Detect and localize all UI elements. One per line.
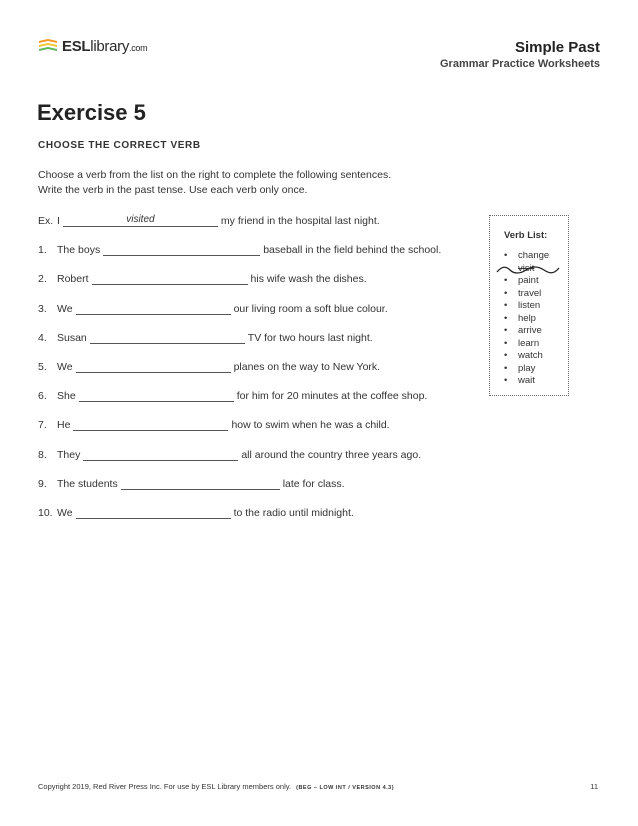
verb-item-travel <box>504 288 549 301</box>
document-title: Simple Past <box>514 39 600 56</box>
sentence-subject: Susan <box>57 331 87 344</box>
sentence-1 <box>38 243 441 256</box>
verb-item-paint <box>504 275 549 288</box>
sentence-number: 4. <box>38 331 47 344</box>
sentence-4 <box>38 331 373 344</box>
sentence-6 <box>38 389 427 402</box>
sentence-subject: The students <box>57 477 118 490</box>
sentence-number: Ex. <box>38 215 54 227</box>
sentence-7 <box>38 418 390 431</box>
verb-list-title: Verb List: <box>504 230 548 241</box>
sentence-subject: She <box>57 390 76 403</box>
section-heading: CHOOSE THE CORRECT VERB <box>38 140 201 151</box>
sentence-predicate: to the radio until midnight. <box>233 507 354 519</box>
sentence-number: 7. <box>38 419 47 432</box>
verb-label: listen <box>518 300 541 311</box>
answer-blank[interactable] <box>73 418 228 431</box>
version-label: (BEG – LOW INT / VERSION 4.3) <box>296 785 395 791</box>
answer-blank[interactable] <box>83 448 238 461</box>
verb-item-visit <box>504 263 549 276</box>
footer <box>38 782 394 791</box>
instructions: Choose a verb from the list on the right to complete the following sentences. Write the verb in the past tense. Use each verb only once. <box>38 169 392 196</box>
sentence-predicate: how to swim when he was a child. <box>231 419 390 432</box>
copyright-text: Copyright 2019, Red River Press Inc. For use by ESL Library members only. <box>38 782 292 791</box>
verb-label: arrive <box>518 325 542 336</box>
verb-label: travel <box>518 287 542 299</box>
answer-blank[interactable] <box>76 360 231 373</box>
answer-text: visited <box>126 214 155 225</box>
sentence-subject: I <box>57 215 60 227</box>
sentence-3 <box>38 302 388 315</box>
sentence-predicate: for him for 20 minutes at the coffee shop. <box>236 390 428 403</box>
sentence-subject: We <box>57 507 73 519</box>
verb-list <box>504 250 549 388</box>
logo-text: ESLlibrary.com <box>62 37 148 55</box>
exercise-title: Exercise 5 <box>37 100 146 125</box>
answer-blank[interactable] <box>90 331 245 344</box>
answer-blank[interactable] <box>63 214 218 227</box>
verb-item-change <box>504 250 549 263</box>
verb-item-help <box>504 313 549 326</box>
answer-blank[interactable] <box>76 302 231 315</box>
verb-item-wait <box>504 375 549 388</box>
sentence-number: 3. <box>38 302 47 315</box>
sentence-8 <box>38 448 421 461</box>
verb-label: play <box>518 362 536 374</box>
sentence-5 <box>38 360 380 373</box>
example-sentence <box>38 214 380 227</box>
scribble-strikethrough-icon <box>496 264 560 276</box>
document-header <box>440 39 600 70</box>
sentence-subject: We <box>57 361 73 373</box>
verb-list-box <box>489 215 569 396</box>
sentence-number: 10. <box>38 507 53 519</box>
page-number: 11 <box>590 782 598 791</box>
sentence-predicate: our living room a soft blue colour. <box>233 302 388 315</box>
verb-label: paint <box>518 275 539 286</box>
sentence-9 <box>38 477 345 490</box>
book-stack-icon <box>38 37 58 55</box>
sentence-subject: We <box>57 302 73 315</box>
sentence-predicate: all around the country three years ago. <box>241 448 422 461</box>
sentence-10 <box>38 506 354 519</box>
sentence-subject: He <box>57 419 71 432</box>
sentence-number: 8. <box>38 448 47 461</box>
verb-label: wait <box>518 375 535 386</box>
sentence-predicate: late for class. <box>282 477 345 490</box>
sentence-predicate: baseball in the field behind the school. <box>263 244 442 257</box>
sentence-subject: The boys <box>57 244 101 257</box>
verb-label: change <box>518 250 550 261</box>
sentence-number: 1. <box>38 244 47 257</box>
verb-item-watch <box>504 350 549 363</box>
answer-blank[interactable] <box>121 477 280 490</box>
sentence-2 <box>38 272 367 285</box>
verb-label: watch <box>518 350 543 361</box>
esl-library-logo <box>38 37 147 55</box>
sentence-number: 9. <box>38 477 47 490</box>
sentence-predicate: TV for two hours last night. <box>247 331 373 344</box>
sentence-subject: Robert <box>57 273 89 286</box>
answer-blank[interactable] <box>92 272 248 285</box>
verb-item-play <box>504 363 549 376</box>
answer-blank[interactable] <box>103 243 260 256</box>
sentence-number: 5. <box>38 361 47 373</box>
sentence-number: 2. <box>38 273 47 286</box>
sentence-subject: They <box>57 448 81 461</box>
verb-item-arrive <box>504 325 549 338</box>
sentence-predicate: my friend in the hospital last night. <box>220 215 380 227</box>
sentence-number: 6. <box>38 390 47 403</box>
sentence-predicate: his wife wash the dishes. <box>250 273 367 286</box>
verb-item-listen <box>504 300 549 313</box>
answer-blank[interactable] <box>76 506 231 519</box>
sentence-predicate: planes on the way to New York. <box>233 361 381 373</box>
document-subtitle: Grammar Practice Worksheets <box>440 58 600 70</box>
verb-label: learn <box>518 337 540 349</box>
verb-label: visit <box>518 262 535 274</box>
verb-item-learn <box>504 338 549 351</box>
answer-blank[interactable] <box>79 389 234 402</box>
verb-label: help <box>518 312 536 324</box>
